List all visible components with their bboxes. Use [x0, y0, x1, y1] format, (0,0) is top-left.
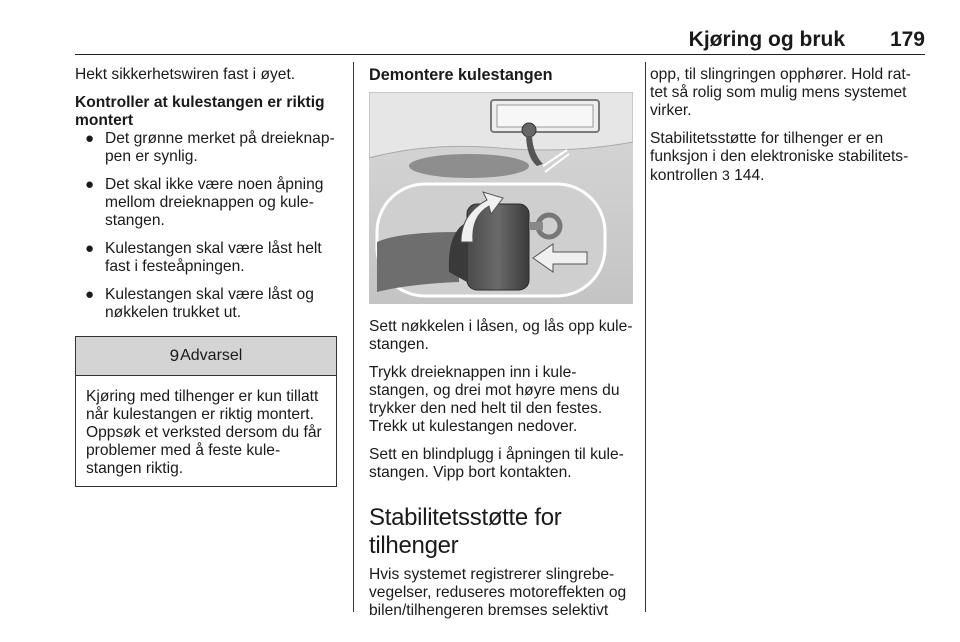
paragraph: opp, til slingringen opphører. Hold rat- tet så rolig som mulig mens systemet virker. [650, 66, 911, 119]
paragraph: Sett en blindplugg i åpningen til kule- stangen. Vipp bort kontakten. [369, 446, 624, 481]
intro-text: Hekt sikkerhetswiren fast i øyet. [75, 66, 296, 83]
warning-title: Advarsel [180, 347, 243, 364]
page-header [75, 26, 925, 55]
column-divider-1 [353, 62, 354, 612]
page-reference[interactable]: 144. [734, 167, 765, 184]
section-heading: Stabilitetsstøtte for tilhenger [369, 504, 562, 559]
paragraph: Stabilitetsstøtte for tilhenger er en funksjon i den elektroniske stabilitets- kontrollen 3 144. [650, 130, 909, 184]
paragraph: Hvis systemet registrerer slingrebe- vegelser, reduseres motoreffekten og bilen/tilhengeren bremses selektivt [369, 566, 627, 619]
bullet-icon: ● [85, 176, 95, 193]
list-item: ● Det skal ikke være noen åpning mellom dreieknappen og kule- stangen. [85, 176, 324, 229]
column-divider-2 [645, 62, 646, 612]
paragraph: Sett nøkkelen i låsen, og lås opp kule- stangen. [369, 318, 633, 353]
column-1 [75, 66, 337, 487]
check-heading: Kontroller at kulestangen er riktig montert [75, 94, 325, 129]
warning-header [76, 337, 336, 376]
warning-box [75, 336, 337, 487]
warning-icon: 9 [169, 346, 180, 365]
column-3 [650, 66, 928, 195]
list-item: ● Kulestangen skal være låst helt fast i festeåpningen. [85, 240, 322, 275]
column-2 [369, 66, 633, 620]
warning-body: Kjøring med tilhenger er kun tillatt når kulestangen er riktig montert. Oppsøk et verksted dersom du får problemer med å feste kule- stangen riktig. [86, 388, 322, 477]
list-item: ● Det grønne merket på dreieknap- pen er synlig. [85, 130, 335, 165]
removal-heading: Demontere kulestangen [369, 66, 553, 84]
paragraph: Trykk dreieknappen inn i kule- stangen, og drei mot høyre mens du trykker den ned helt til den festes. Trekk ut kulestangen nedover. [369, 364, 620, 435]
list-item: ● Kulestangen skal være låst og nøkkelen trukket ut. [85, 286, 314, 321]
bullet-icon: ● [85, 130, 95, 147]
bullet-icon: ● [85, 240, 95, 257]
page-number: 179 [889, 28, 925, 51]
bullet-icon: ● [85, 286, 95, 303]
towbar-illustration [369, 92, 633, 304]
check-list [75, 130, 337, 322]
section-title: Kjøring og bruk [688, 28, 845, 51]
page-reference-icon[interactable]: 3 [721, 167, 730, 183]
